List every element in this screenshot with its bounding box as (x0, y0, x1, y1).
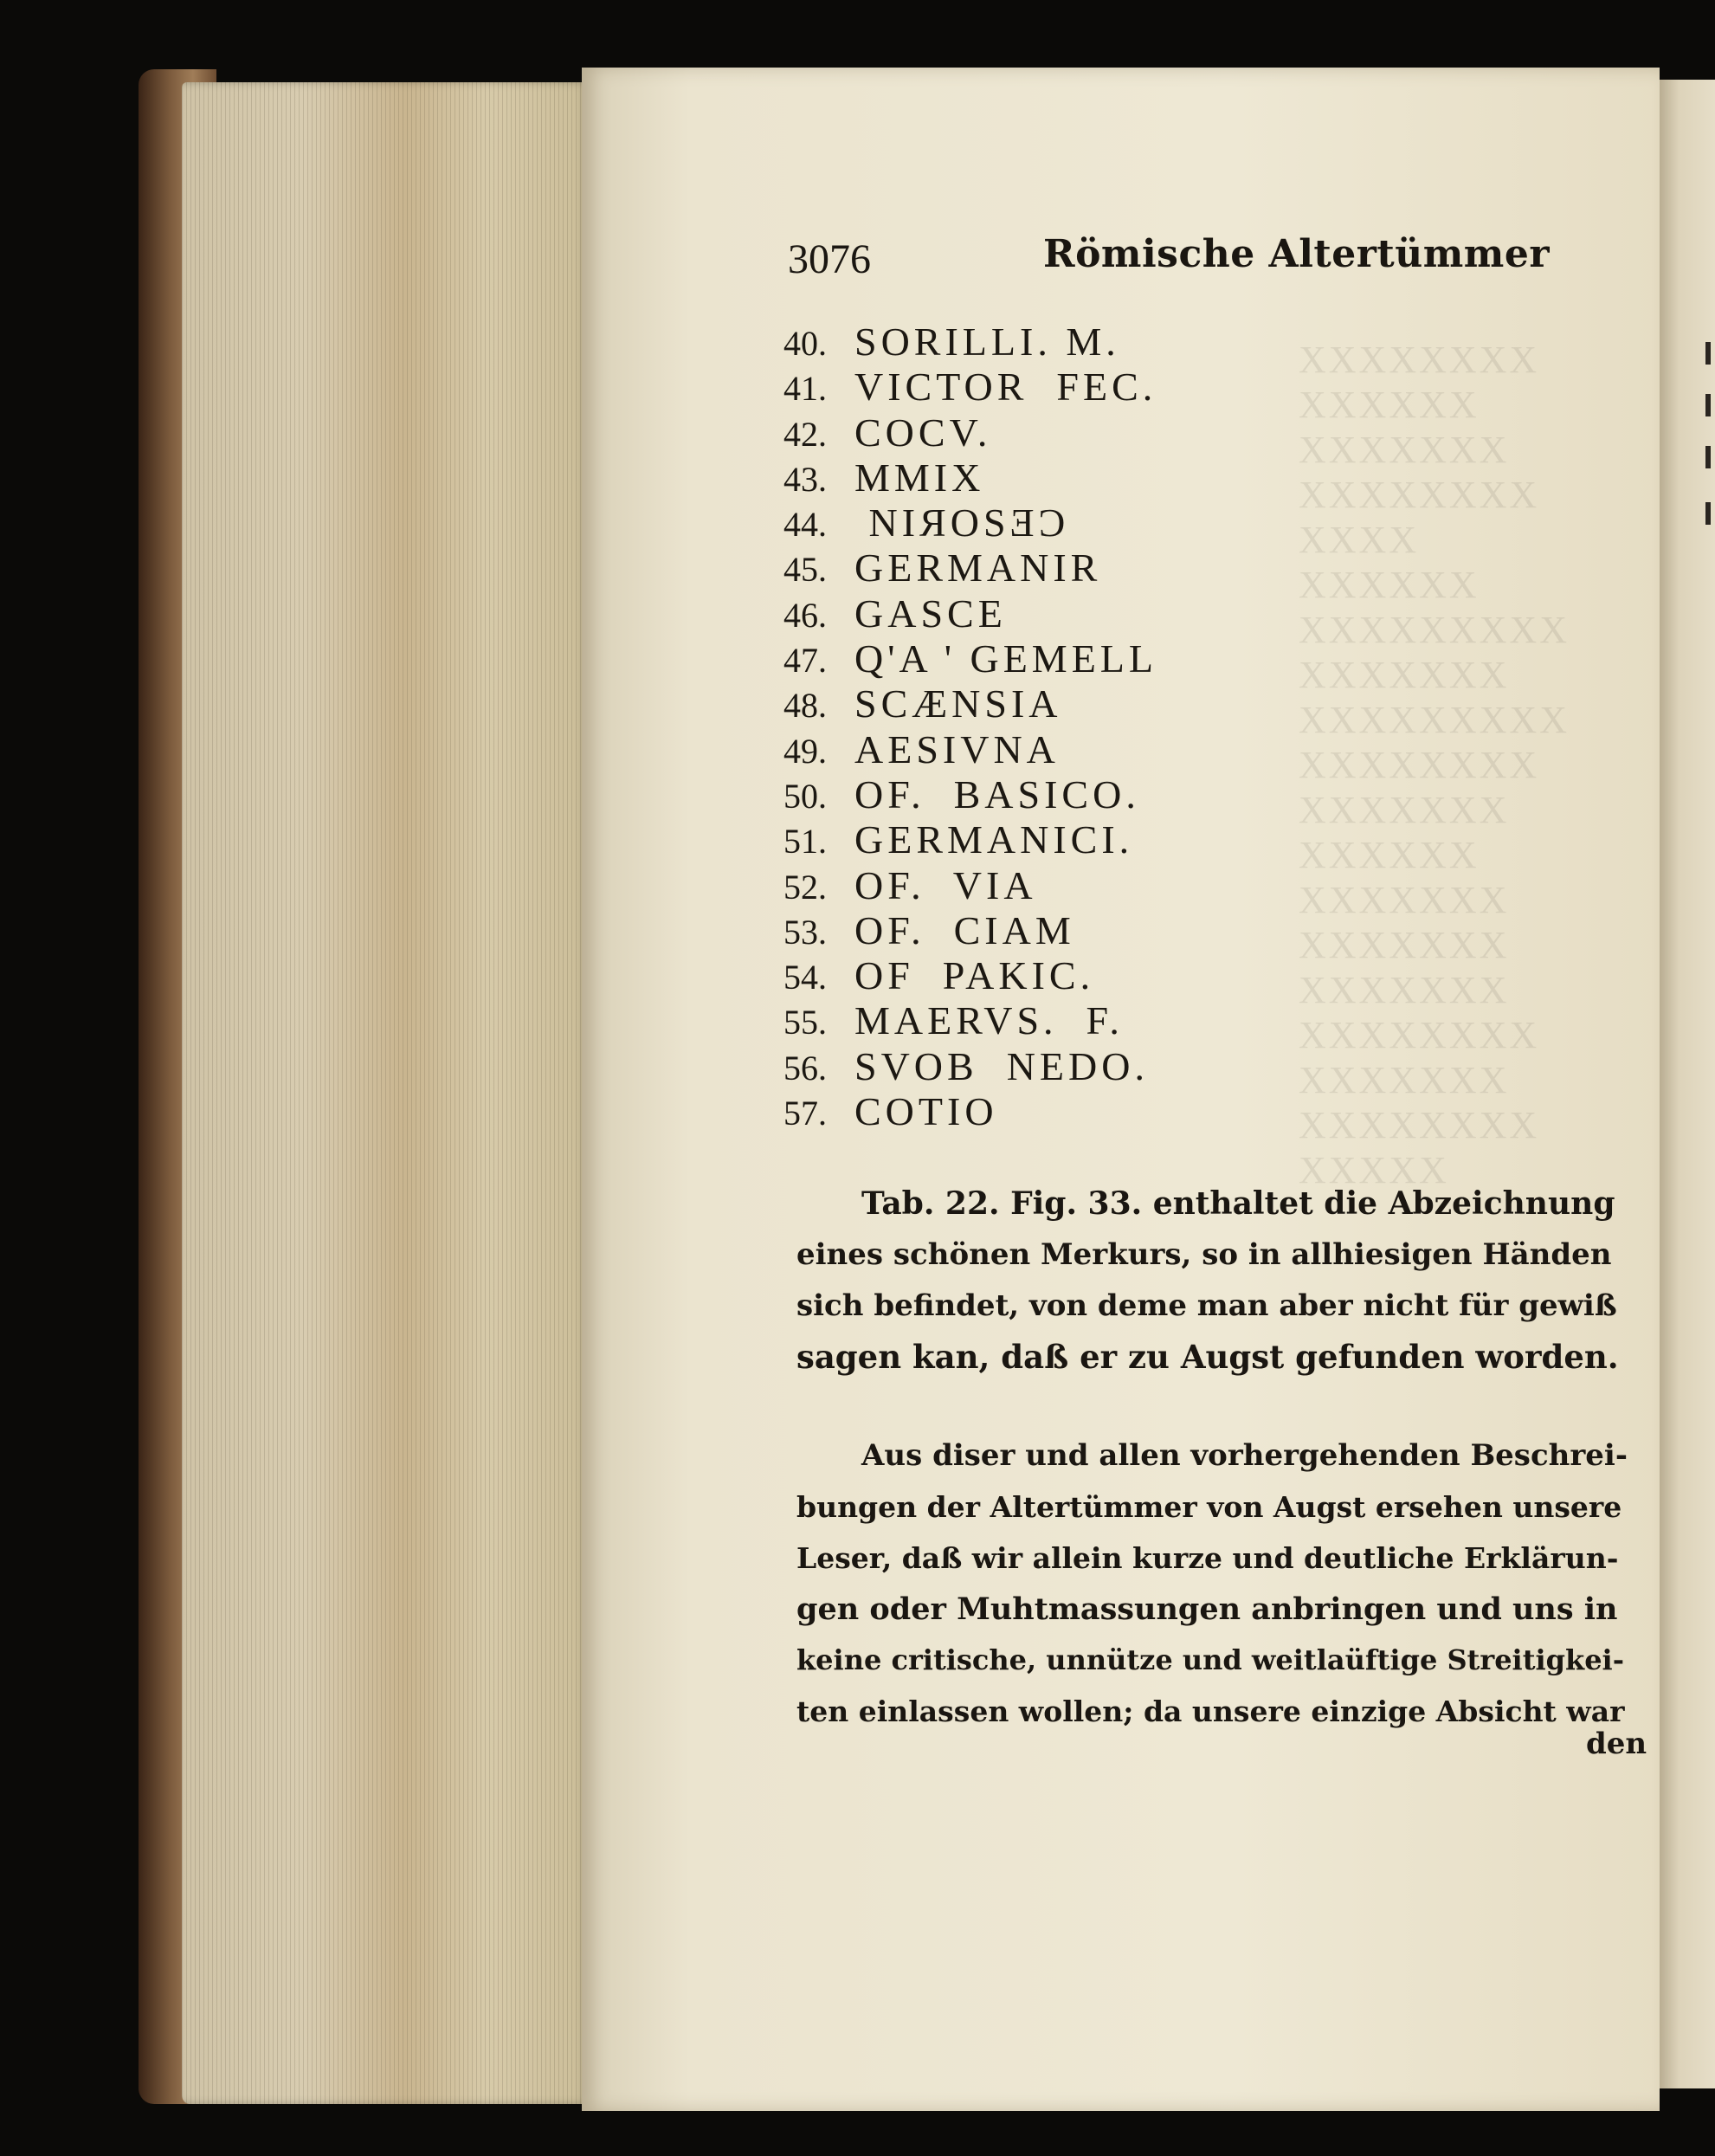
item-number: 53. (783, 912, 827, 952)
page-number: 3076 (788, 236, 871, 282)
list-item (783, 771, 1157, 817)
item-number: 56. (783, 1048, 827, 1088)
item-inscription: COTIO (854, 1089, 998, 1134)
item-inscription: SVOB NEDO. (854, 1043, 1149, 1088)
text-line: bungen der Altertümmer von Augst ersehen unsere (796, 1490, 1622, 1524)
text-line: Aus diser und allen vorhergehenden Beschrei- (861, 1438, 1628, 1473)
item-inscription: AESIVNA (854, 726, 1060, 771)
text-line: sich befindet, von deme man aber nicht für gewiß (796, 1288, 1617, 1323)
item-number: 40. (783, 324, 827, 363)
item-inscription: MMIX (854, 455, 985, 500)
text-line: eines schönen Merkurs, so in allhiesigen Händen (796, 1237, 1612, 1272)
item-inscription: OF. BASICO. (854, 771, 1140, 817)
item-inscription: SORILLI. M. (854, 320, 1120, 364)
list-item (783, 1043, 1157, 1088)
catchword: den (1586, 1727, 1647, 1761)
item-number: 50. (783, 776, 827, 816)
item-inscription: MAERVS. F. (854, 998, 1124, 1043)
item-number: 46. (783, 595, 827, 635)
text-line: Tab. 22. Fig. 33. enthaltet die Abzeichnung (861, 1185, 1615, 1222)
facing-page-mark (1705, 502, 1711, 525)
facing-page-mark (1705, 342, 1711, 365)
list-item (783, 455, 1157, 500)
item-number: 41. (783, 369, 827, 409)
item-inscription: GERMANIR (854, 545, 1102, 591)
list-item (783, 500, 1157, 545)
item-number: 52. (783, 867, 827, 907)
item-number: 55. (783, 1003, 827, 1042)
list-item (783, 862, 1157, 907)
item-number: 47. (783, 641, 827, 681)
item-number: 49. (783, 731, 827, 771)
item-inscription: NIЯOSƎƆ (854, 500, 1070, 545)
list-item (783, 817, 1157, 862)
text-line: Leser, daß wir allein kurze und deutliche Erklärun- (796, 1541, 1619, 1575)
text-line: keine critische, unnütze und weitlaüftige Streitigkei- (796, 1643, 1624, 1676)
item-number: 54. (783, 958, 827, 997)
item-inscription: GASCE (854, 591, 1007, 636)
paragraph-figure-note (796, 1178, 1628, 1383)
list-item (783, 997, 1157, 1042)
running-title: Römische Altertümmer (1043, 232, 1551, 276)
list-item (783, 952, 1157, 997)
list-item (783, 1088, 1157, 1133)
list-item (783, 364, 1157, 409)
text-line: gen oder Muhtmassungen anbringen und uns in (796, 1591, 1618, 1627)
item-inscription: OF. VIA (854, 862, 1037, 907)
paragraph-conclusion (796, 1430, 1628, 1737)
text-line: sagen kan, daß er zu Augst gefunden worden. (796, 1338, 1619, 1376)
item-number: 44. (783, 505, 827, 545)
item-inscription: GERMANICI. (854, 817, 1134, 862)
list-item (783, 410, 1157, 455)
list-item (783, 591, 1157, 636)
list-item (783, 681, 1157, 726)
item-inscription: COCV. (854, 410, 992, 455)
list-item (783, 726, 1157, 771)
item-inscription: SCÆNSIA (854, 681, 1062, 726)
facing-page-mark (1705, 446, 1711, 468)
list-item (783, 545, 1157, 590)
item-number: 51. (783, 822, 827, 862)
facing-page-mark (1705, 394, 1711, 416)
text-line: ten einlassen wollen; da unsere einzige Absicht war (796, 1694, 1625, 1728)
list-item (783, 907, 1157, 952)
item-inscription: OF. CIAM (854, 907, 1075, 952)
item-number: 48. (783, 686, 827, 726)
item-number: 43. (783, 459, 827, 499)
item-number: 57. (783, 1094, 827, 1133)
item-number: 45. (783, 550, 827, 590)
item-inscription: Q'A ' GEMELL (854, 636, 1157, 681)
stamp-list (783, 319, 1157, 1133)
item-inscription: OF PAKIC. (854, 953, 1095, 998)
item-inscription: VICTOR FEC. (854, 365, 1157, 410)
show-through-texture: XXXXXXXX XXXXXX XXXXXXX XXXXXXXX XXXX XXXXXX XXXXXXXXX XXXXXXX XXXXXXXXX XXXXXXXX XXXXXXX XXXXXX XXXXXXX XXXXXXX XXXXXXX XXXXXXXX XXXXXXX XXXXXXXX XXXXX (1299, 339, 1570, 1191)
list-item (783, 636, 1157, 681)
item-number: 42. (783, 414, 827, 454)
facing-page-sliver (1660, 80, 1715, 2088)
page-block-edge (182, 82, 589, 2104)
list-item (783, 319, 1157, 364)
